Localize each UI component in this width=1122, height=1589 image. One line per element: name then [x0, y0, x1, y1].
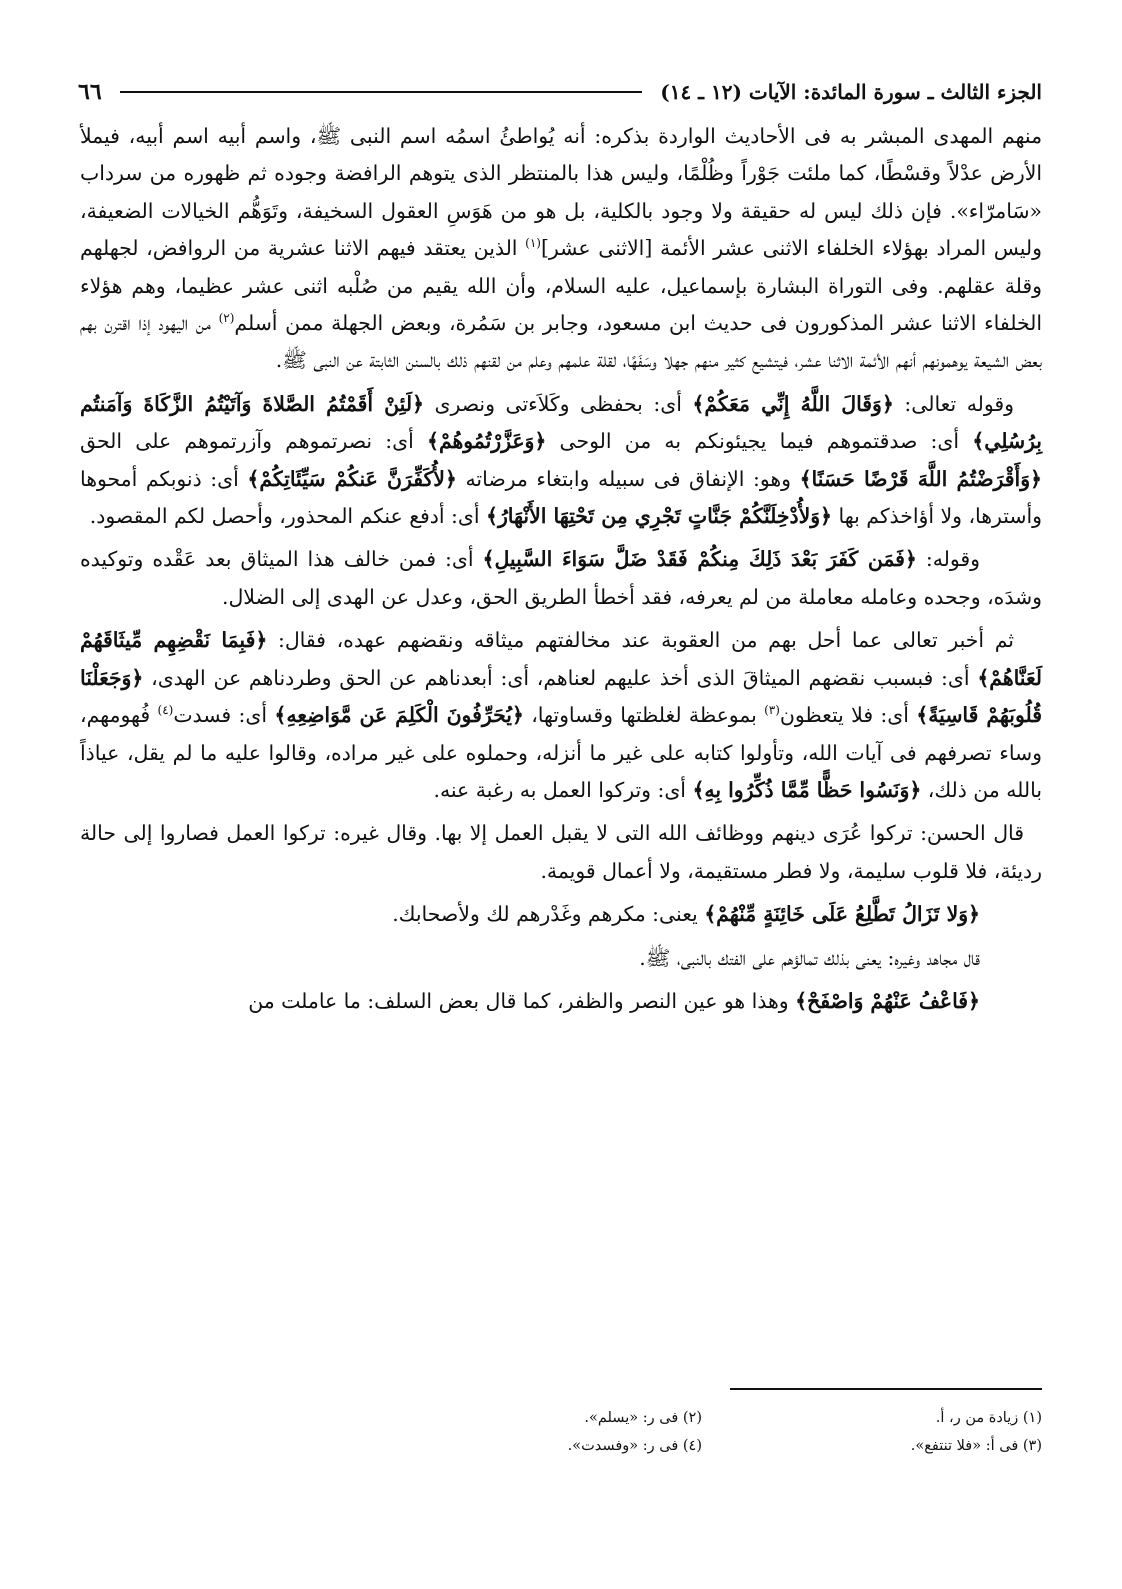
text-run: منهم المهدى المبشر به فى الأحاديث الواردة بذكره: أنه يُواطئُ اسمُه اسم النبى ﷺ، واسم أبيه اسم أبيه، فيملأ الأرض عدْلاً وقسْطًا، كما ملئت جَوْراً وظُلْمًا، وليس هذا بالمنتظر الذى يتوهم الرافضة وجوده ثم ظهوره من سرداب «سَامرّاء». فإن ذلك ليس له حقيقة ولا وجود بالكلية، بل هو من هَوَسِ العقول السخيفة، وتَوَهُّم الخيالات الضعيفة، وليس المراد بهؤلاء الخلفاء الاثنى عشر الأئمة [الاثنى عشر] [80, 124, 1042, 261]
footnote-rule [730, 1388, 1042, 1390]
text-run: أى: فسدت [173, 703, 275, 728]
footnotes [80, 1404, 1042, 1460]
paragraph [80, 815, 1042, 890]
footnote-ref: (٤) [157, 703, 174, 718]
quran-verse: ﴿وَعَزَّرْتُمُوهُمْ﴾ [427, 429, 547, 454]
text-run: بموعظة لغلظتها وقساوتها، [523, 703, 765, 728]
quran-verse: ﴿وَلأُدْخِلَنَّكُمْ جَنَّاتٍ تَجْرِي مِن تَحْتِهَا الأَنْهَارُ﴾ [486, 504, 832, 529]
header-rule [120, 91, 643, 93]
body-text [80, 118, 1042, 1026]
text-run: قال مجاهد وغيره: يعنى بذلك تمالؤهم على الفتك بالنبى، ﷺ. [639, 945, 980, 970]
paragraph [80, 541, 1042, 616]
text-run: أى: أدفع عنكم المحذور، وأحصل لكم المقصود. [89, 504, 487, 529]
text-run: أى: صدقتموهم فيما يجيئونكم به من الوحى [546, 429, 973, 454]
footnote: (١) زيادة من ر، أ. [935, 1410, 1042, 1426]
text-run: أى: فلا يتعظون [779, 703, 917, 728]
quran-verse: ﴿فَمَن كَفَرَ بَعْدَ ذَلِكَ مِنكُمْ فَقَدْ ضَلَّ سَوَاءَ السَّبِيلِ﴾ [482, 547, 917, 572]
text-run: وهذا هو عين النصر والظفر، كما قال بعض السلف: ما عاملت من [248, 988, 796, 1013]
paragraph [80, 940, 1042, 977]
quran-verse: ﴿فَاعْفُ عَنْهُمْ وَاصْفَحْ﴾ [795, 988, 980, 1013]
text-run: وقوله: [916, 547, 981, 572]
text-run: قال الحسن: تركوا عُرَى دينهم ووظائف الله التى لا يقبل العمل إلا بها. وقال غيره: تركوا العمل فصاروا إلى حالة رديئة، فلا قلوب سليمة، ولا فطر مستقيمة، ولا أعمال قويمة. [80, 821, 1042, 883]
text-run: أى: ذنوبكم أمحوها وأسترها، ولا أؤاخذكم بها [80, 466, 1042, 529]
footnote: (٤) فى ر: «وفسدت». [567, 1438, 702, 1454]
text-run: أى: وتركوا العمل به رغبة عنه. [433, 777, 693, 802]
quran-verse: ﴿لأُكَفِّرَنَّ عَنكُمْ سَيِّئَاتِكُمْ﴾ [247, 466, 457, 491]
text-run: وهو: الإنفاق فى سبيله وابتغاء مرضاته [456, 466, 800, 491]
text-run: ثم أخبر تعالى عما أحل بهم من العقوبة عند مخالفتهم ميثاقه ونقضهم عهده، فقال: [267, 628, 1014, 653]
quran-verse: ﴿يُحَرِّفُونَ الْكَلِمَ عَن مَّوَاضِعِهِ﴾ [274, 703, 524, 728]
quran-verse: ﴿فَبِمَا نَقْضِهِم مِّيثَاقَهُمْ لَعَنَّاهُمْ﴾ [80, 628, 1042, 690]
text-run: أى: نصرتموهم وآزرتموهم على الحق [80, 429, 427, 454]
paragraph [80, 896, 1042, 933]
text-run: أى: فمن خالف هذا الميثاق بعد عَقْده وتوكيده وشدَه، وجحده وعامله معاملة من لم يعرفه، فقد أخطأ الطريق الحق، وعدل عن الهدى إلى الضلال. [80, 547, 1042, 609]
text-run: الذين يعتقد فيهم الاثنا عشرية من الروافض، لجهلهم وقلة عقلهم. وفى التوراة البشارة بإسماعيل، عليه السلام، وأن الله يقيم من صُلْبه اثنى عشر عظيما، وهم هؤلاء الخلفاء الاثنا عشر المذكورون فى حديث ابن مسعود، وجابر بن سَمُرة، وبعض الجهلة ممن أسلم [80, 236, 1042, 336]
footnote-row [80, 1404, 1042, 1432]
text-run: يعنى: مكرهم وغَدْرهم لك ولأصحابك. [392, 902, 705, 927]
paragraph [80, 983, 1042, 1020]
quran-verse: ﴿وَأَقْرَضْتُمُ اللَّهَ قَرْضًا حَسَنًا﴾ [799, 466, 1042, 491]
footnote: (٢) فى ر: «يسلم». [584, 1410, 702, 1426]
quran-verse: ﴿لَئِنْ أَقَمْتُمُ الصَّلاةَ وَآتَيْتُمُ الزَّكَاةَ وَآمَنتُم بِرُسُلِي﴾ [80, 391, 1042, 454]
text-run: من اليهود إذا اقترن بهم بعض الشيعة يوهمونهم أنهم الأئمة الاثنا عشر، فيتشيع كثير منهم جهلا وسَفَهًا، لقلة علمهم وعلم من لقنهم ذلك بالسنن الثابتة عن النبى ﷺ. [80, 311, 1042, 373]
quran-verse: ﴿وَقَالَ اللَّهُ إِنِّي مَعَكُمْ﴾ [692, 391, 894, 416]
paragraph [80, 118, 1042, 380]
quran-verse: ﴿وَنَسُوا حَظًّا مِّمَّا ذُكِّرُوا بِهِ﴾ [692, 777, 922, 802]
text-run: وقوله تعالى: [893, 391, 1014, 416]
text-run: أى: بحفظى وكَلاَءتى ونصرى [424, 391, 693, 416]
quran-verse: ﴿وَلا تَزَالُ تَطَّلِعُ عَلَى خَائِنَةٍ مِّنْهُمْ﴾ [704, 902, 980, 927]
page-number: ٦٦ [78, 79, 102, 105]
quran-verse: ﴿وَجَعَلْنَا قُلُوبَهُمْ قَاسِيَةً﴾ [80, 665, 1043, 728]
footnote-ref: (٢) [218, 311, 235, 326]
paragraph [80, 386, 1042, 536]
footnote-row [80, 1432, 1042, 1460]
running-title: الجزء الثالث ـ سورة المائدة: الآيات (١٢ ـ ١٤) [660, 80, 1042, 104]
text-run: فُهومهم، وساء تصرفهم فى آيات الله، وتأولوا كتابه على غير ما أنزله، وحملوه على غير مراده، وقالوا عليه ما لم يقل، عياذاً بالله من ذلك، [80, 703, 1042, 802]
text-run: أى: فبسبب نقضهم الميثاقَ الذى أخذ عليهم لعناهم، أى: أبعدناهم عن الحق وطردناهم عن الهدى، [143, 665, 978, 690]
page-header [78, 74, 1042, 110]
footnote-ref: (١) [525, 236, 541, 251]
footnote-ref: (٣) [764, 703, 780, 718]
footnote: (٣) فى أ: «فلا تنتفع». [910, 1438, 1042, 1454]
paragraph [80, 622, 1042, 809]
